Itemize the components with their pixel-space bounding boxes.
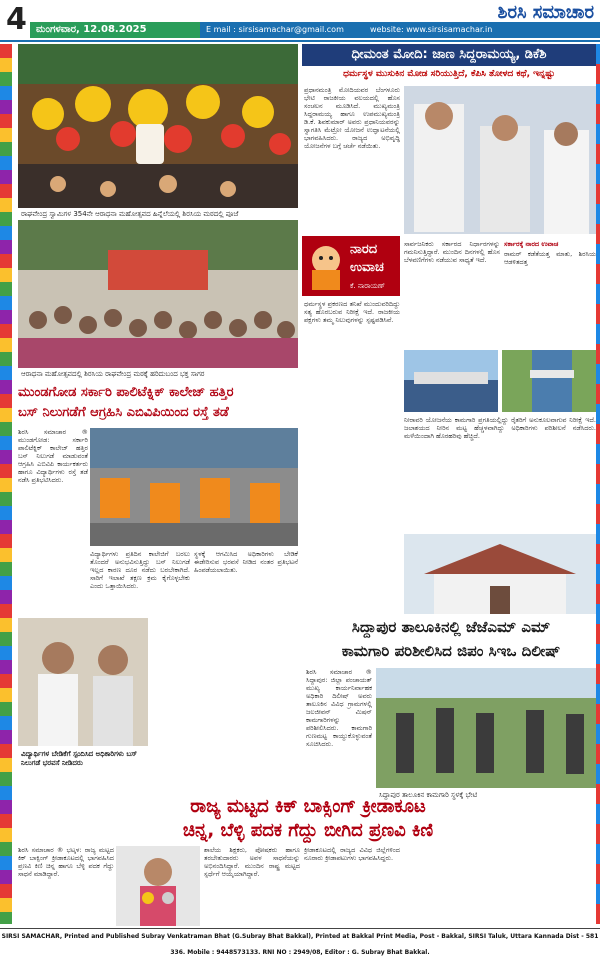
protest-image [90, 428, 298, 546]
athlete-photo [116, 846, 200, 926]
story-modi-col1 [304, 86, 400, 232]
story-modi-col2 [304, 300, 400, 398]
story-kickboxing-col2 [204, 846, 300, 926]
photo-caption-2: ಆರಾಧನಾ ಮಹೋತ್ಸವದಲ್ಲಿ ಶಿರಸಿಯ ರಾಘವೇಂದ್ರ ಮಠಕ್ಕೆ ಹರಿದುಬಂದ ಭಕ್ತ ಸಾಗರ [18, 368, 298, 381]
officials-image [18, 618, 148, 746]
story-modi-col3 [404, 240, 500, 340]
headline-kickboxing-2: ಚಿನ್ನ, ಬೆಳ್ಳಿ ಪದಕ ಗೆದ್ದು ಬೀಗಿದ ಪ್ರಣವಿ ಕಿಣಿ [182, 820, 434, 841]
dam-image-1 [404, 350, 498, 412]
story-kickboxing-para3: ಕ್ರೀಡಾಕೂಟದಲ್ಲಿ ರಾಜ್ಯದ ವಿವಿಧ ಜಿಲ್ಲೆಗಳಿಂದ ನೂರಾರು ಕ್ರೀಡಾಪಟುಗಳು ಭಾಗವಹಿಸಿದ್ದರು. [304, 846, 400, 862]
photo-caption-1: ರಾಘವೇಂದ್ರ ಸ್ವಾಮಿಗಳ 354ನೇ ಆರಾಧನಾ ಮಹೋತ್ಸವದ ಹಿನ್ನೆಲೆಯಲ್ಲಿ ಶಿರಸಿಯ ಮಠದಲ್ಲಿ ಪೂಜೆ [18, 208, 298, 221]
narada-title-2: ಉವಾಚ [350, 260, 384, 275]
leaders-image [404, 86, 596, 234]
story-dam-para: ನೀರಾವರಿ ಯೋಜನೆಯ ಕಾಮಗಾರಿ ಪ್ರಗತಿಯಲ್ಲಿದ್ದು ರೈತರಿಗೆ ಅನುಕೂಲವಾಗುವ ನಿರೀಕ್ಷೆ ಇದೆ. ಜಲಾಶಯದ ನೀರಿನ ಮಟ್ಟ ಹೆಚ್ಚಳವಾಗಿದ್ದು ಅಧಿಕಾರಿಗಳು ಪರಿಶೀಲನೆ ನಡೆಸಿದರು. ಮಳೆಯಿಂದಾಗಿ ಹೊರಹರಿವು ಹೆಚ್ಚಿದೆ. [404, 416, 596, 440]
newspaper-logo: ಶಿರಸಿ ಸಮಾಚಾರ [497, 2, 594, 23]
leaders-photo [404, 86, 596, 234]
date-bar: ಮಂಗಳವಾರ, 12.08.2025 [30, 22, 336, 38]
narada-title-1: ನಾರದ [350, 242, 378, 257]
email-text[interactable]: E mail : sirsisamachar@gmail.com [206, 25, 344, 34]
inspection-photo [376, 668, 596, 788]
story-inspection-para: ಶಿರಸಿ ಸಮಾಚಾರ ® ಸಿದ್ದಾಪುರ: ಜಿಲ್ಲಾ ಪಂಚಾಯತ್ ಮುಖ್ಯ ಕಾರ್ಯನಿರ್ವಾಹಕ ಅಧಿಕಾರಿ ದಿಲೀಷ್ ಅವರು ತಾಲೂಕಿನ ವಿವಿಧ ಗ್ರಾಮಗಳಲ್ಲಿ ಜಲಜೀವನ್ ಮಿಷನ್ ಕಾಮಗಾರಿಗಳನ್ನು ಪರಿಶೀಲಿಸಿದರು. ಕಾಮಗಾರಿ ಗುಣಮಟ್ಟ ಕಾಯ್ದುಕೊಳ್ಳುವಂತೆ ಸೂಚಿಸಿದರು. [306, 668, 372, 748]
protest-photo [90, 428, 298, 546]
website-text[interactable]: website: www.sirsisamachar.in [370, 25, 493, 34]
story-protest-para3: ಸ್ಥಳಕ್ಕೆ ಆಗಮಿಸಿದ ಅಧಿಕಾರಿಗಳು ಬೇಡಿಕೆ ಈಡೇರಿಸುವ ಭರವಸೆ ನೀಡಿದ ನಂತರ ಪ್ರತಿಭಟನೆ ಹಿಂಪಡೆಯಲಾಯಿತು. [194, 550, 298, 574]
story-kickboxing-para1: ಶಿರಸಿ ಸಮಾಚಾರ ® ಭಟ್ಕಳ: ರಾಜ್ಯ ಮಟ್ಟದ ಕಿಕ್ ಬಾಕ್ಸಿಂಗ್ ಕ್ರೀಡಾಕೂಟದಲ್ಲಿ ಭಾಗವಹಿಸಿದ ಪ್ರಣವಿ ಕಿಣಿ ಚಿನ್ನ ಹಾಗೂ ಬೆಳ್ಳಿ ಪದಕ ಗೆದ್ದು ಸಾಧನೆ ಮಾಡಿದ್ದಾರೆ. [18, 846, 114, 878]
athlete-image [116, 846, 200, 926]
story-protest-para1: ಶಿರಸಿ ಸಮಾಚಾರ ® ಮುಂಡಗೋಡ: ಸರ್ಕಾರಿ ಪಾಲಿಟೆಕ್ನಿಕ್ ಕಾಲೇಜ್ ಹತ್ತಿರ ಬಸ್ ನಿಲುಗಡೆ ಮಾಡುವಂತೆ ಆಗ್ರಹಿಸಿ ಎಬಿವಿಪಿ ಕಾರ್ಯಕರ್ತರು ಹಾಗೂ ವಿದ್ಯಾರ್ಥಿಗಳು ರಸ್ತೆ ತಡೆ ನಡೆಸಿ ಪ್ರತಿಭಟಿಸಿದರು. [18, 428, 88, 484]
story-protest-para2: ವಿದ್ಯಾರ್ಥಿಗಳು ಪ್ರತಿದಿನ ಕಾಲೇಜಿಗೆ ಬರಲು ತೊಂದರೆ ಅನುಭವಿಸುತ್ತಿದ್ದು ಬಸ್ ನಿಲುಗಡೆ ಇಲ್ಲದ ಕಾರಣ ದೂರ ನಡೆದು ಬರಬೇಕಾಗಿದೆ. ಸಾರಿಗೆ ಇಲಾಖೆ ತಕ್ಷಣ ಕ್ರಮ ಕೈಗೊಳ್ಳಬೇಕು ಎಂದು ಒತ್ತಾಯಿಸಿದರು. [90, 550, 190, 590]
headline-kickboxing-1: ರಾಜ್ಯ ಮಟ್ಟದ ಕಿಕ್ ಬಾಕ್ಸಿಂಗ್ ಕ್ರೀಡಾಕೂಟ [190, 796, 426, 817]
imprint-footer: SIRSI SAMACHAR, Printed and Published Subray Venkatraman Bhat (G.Subray Bhat Bakkal), Printed at Bakkal Print Media, Post - Bakkal, SIRSI Taluk, Uttara Kannada Dist - 581 336. Mobile : 9448573133. RNI NO : 2949/08, Editor : G. Subray Bhat Bakkal. [0, 928, 600, 947]
story-kickboxing-col3 [304, 846, 400, 926]
temple-decoration-photo [18, 44, 298, 212]
headline-protest-2: ಬಸ್ ನಿಲುಗಡೆಗೆ ಆಗ್ರಹಿಸಿ ಎಬಿವಿಪಿಯಿಂದ ರಸ್ತೆ ತಡೆ [18, 405, 229, 420]
story-modi-para2: ಧರ್ಮಸ್ಥಳ ಪ್ರಕರಣದ ತನಿಖೆ ಮುಂದುವರಿದಿದ್ದು ಸತ್ಯ ಹೊರಬರುವ ನಿರೀಕ್ಷೆ ಇದೆ. ರಾಜಕೀಯ ಪಕ್ಷಗಳು ತಮ್ಮ ನಿಲುವುಗಳನ್ನು ಸ್ಪಷ್ಟಪಡಿಸಿವೆ. [304, 300, 400, 324]
contact-bar [200, 22, 600, 38]
story-modi-col4 [504, 240, 596, 340]
headline-inspection-2: ಕಾಮಗಾರಿ ಪರಿಶೀಲಿಸಿದ ಜಿಪಂ ಸಿಇಒ ದಿಲೀಷ್ [341, 642, 561, 660]
headline-inspection-1: ಸಿದ್ದಾಪುರ ತಾಲೂಕಿನಲ್ಲಿ ಜೆಜೆಎಮ್ ಎಮ್ [351, 618, 551, 636]
story-protest-col2 [90, 550, 190, 616]
temple-decoration-image [18, 44, 298, 212]
narada-cartoon-icon [306, 240, 346, 292]
dam-photo-1 [404, 350, 498, 412]
headline-modi: ಧೀಮಂತ ಮೋದಿ: ಜಾಣ ಸಿದ್ದರಾಮಯ್ಯ, ಡಿಕೆಶಿ [302, 44, 596, 66]
story-modi-para3: ಸಾರ್ವಜನಿಕರು ಸರ್ಕಾರದ ನಿರ್ಧಾರಗಳನ್ನು ಗಮನಿಸುತ್ತಿದ್ದಾರೆ. ಮುಂದಿನ ದಿನಗಳಲ್ಲಿ ಹೊಸ ಬೆಳವಣಿಗೆಗಳು ನಡೆಯುವ ಸಾಧ್ಯತೆ ಇದೆ. [404, 240, 500, 264]
story-protest-col3 [194, 550, 298, 616]
story-inspection-col [306, 668, 372, 790]
subhead-dharmasthala: ಧರ್ಮಸ್ಥಳ ಮುಸುಕಿನ ಮೋಡ ಸರಿಯುತ್ತಿದೆ, ಕೆಪಿಸಿ ತೋಳದ ಕಥೆ, ಇನ್ನಷ್ಟು [343, 69, 555, 79]
officials-photo [18, 618, 148, 746]
dam-image-2 [502, 350, 596, 412]
narada-uvacha-box [302, 236, 400, 296]
story-modi-sign: ಸರ್ಕಾರಕ್ಕೆ ನಾರದ ಉವಾಚ [504, 240, 559, 248]
crowd-image [18, 220, 298, 370]
building-image [404, 534, 596, 614]
right-color-band [596, 44, 600, 924]
inspection-photo-caption: ಸಿದ್ದಾಪುರ ತಾಲೂಕಿನ ಕಾಮಗಾರಿ ಸ್ಥಳಕ್ಕೆ ಭೇಟಿ [376, 789, 596, 802]
story-modi-photo-caption: ರಾಮರ್ ಕಡೆತೆಯತ್ತ ಮಾತು, ಶಿರಸಿಯ ಆಡಳಿತದತ್ತ [504, 250, 596, 266]
masthead [0, 0, 600, 42]
left-color-band [0, 44, 12, 924]
headline-protest-1: ಮುಂಡಗೋಡ ಸರ್ಕಾರಿ ಪಾಲಿಟೆಕ್ನಿಕ್ ಕಾಲೇಜ್ ಹತ್ತಿರ [18, 385, 234, 400]
narada-author: ಕೆ. ನಾರಾಯಣ್ [350, 282, 385, 290]
story-protest-col1 [18, 428, 88, 618]
story-kickboxing-para2: ಶಾಲೆಯ ಶಿಕ್ಷಕರು, ಪೋಷಕರು ಹಾಗೂ ತರಬೇತುದಾರರು ಅವಳ ಸಾಧನೆಯನ್ನು ಅಭಿನಂದಿಸಿದ್ದಾರೆ. ಮುಂದಿನ ರಾಷ್ಟ್ರ ಮಟ್ಟದ ಸ್ಪರ್ಧೆಗೆ ಆಯ್ಕೆಯಾಗಿದ್ದಾರೆ. [204, 846, 300, 878]
protest-photo-caption: ವಿದ್ಯಾರ್ಥಿಗಳ ಬೇಡಿಕೆಗೆ ಸ್ಪಂದಿಸಿದ ಅಧಿಕಾರಿಗಳು ಬಸ್ ನಿಲುಗಡೆ ಭರವಸೆ ನೀಡಿದರು [18, 748, 154, 770]
page-number: 4 [6, 2, 27, 37]
dam-photo-2 [502, 350, 596, 412]
building-photo [404, 534, 596, 614]
devotee-crowd-photo [18, 220, 298, 370]
inspection-image [376, 668, 596, 788]
story-kickboxing-col1 [18, 846, 114, 926]
story-modi-para1: ಪ್ರಧಾನಮಂತ್ರಿ ಮೋದಿಯವರ ಬೆಂಗಳೂರು ಭೇಟಿ ರಾಜಕೀಯ ವಲಯದಲ್ಲಿ ಹೊಸ ಸಂಚಲನ ಮೂಡಿಸಿದೆ. ಮುಖ್ಯಮಂತ್ರಿ ಸಿದ್ದರಾಮಯ್ಯ ಹಾಗೂ ಉಪಮುಖ್ಯಮಂತ್ರಿ ಡಿ.ಕೆ. ಶಿವಕುಮಾರ್ ಅವರು ಪ್ರಧಾನಿಯವರನ್ನು ಸ್ವಾಗತಿಸಿ ಮೆಟ್ರೋ ಯೋಜನೆ ಉದ್ಘಾಟನೆಯಲ್ಲಿ ಭಾಗವಹಿಸಿದರು. ರಾಜ್ಯದ ಅಭಿವೃದ್ಧಿ ಯೋಜನೆಗಳ ಬಗ್ಗೆ ಚರ್ಚೆ ನಡೆಯಿತು. [304, 86, 400, 150]
